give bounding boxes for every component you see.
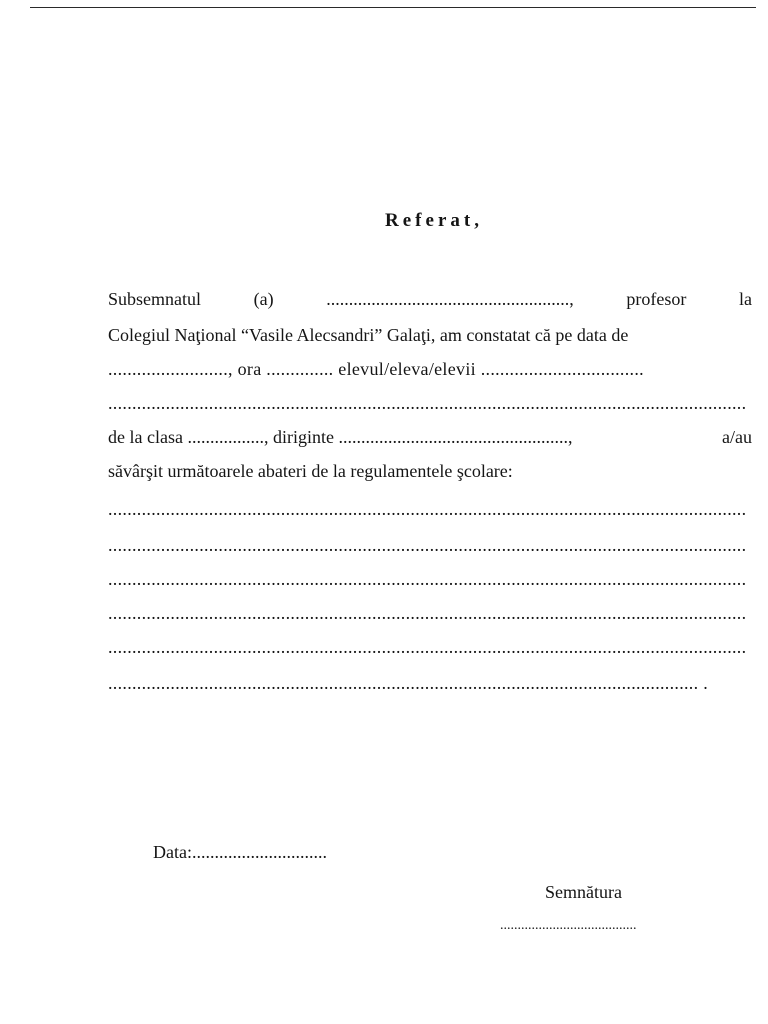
text-line-3: ........................., ora .............. elevul/eleva/elevii .................................. [108, 359, 644, 379]
fill-line-4: ..................................................................................................................................... [108, 603, 747, 623]
fill-line-2: ..................................................................................................................................... [108, 535, 747, 555]
text-line-4: ..................................................................................................................................... [108, 393, 747, 413]
fill-line-1: ..................................................................................................................................... [108, 499, 747, 519]
subsemnatul-word: Subsemnatul [108, 289, 201, 309]
a-au-word: a/au [722, 427, 752, 447]
signature-line: ....................................... [500, 918, 637, 933]
text-line-1 [108, 288, 752, 310]
document-title: Referat, [385, 210, 483, 231]
class-and-diriginte-text: de la clasa ................., diriginte ..................................................., [108, 427, 573, 447]
fill-line-3: ..................................................................................................................................... [108, 569, 747, 589]
text-line-5 [108, 426, 752, 448]
date-field: Data:.............................. [153, 842, 327, 862]
profesor-word: profesor [626, 289, 687, 309]
fill-line-6: ........................................................................................................................... . [108, 673, 708, 693]
la-word: la [738, 289, 752, 309]
text-line-6: săvârşit următoarele abateri de la regulamentele şcolare: [108, 461, 513, 481]
text-line-2: Colegiul Naţional “Vasile Alecsandri” Galaţi, am constatat că pe data de [108, 325, 629, 345]
fill-line-5: ..................................................................................................................................... [108, 637, 747, 657]
gender-marker: (a) [253, 289, 274, 309]
top-border-line [30, 7, 756, 8]
name-fill-dots: ......................................................, [326, 289, 574, 309]
signature-label: Semnătura [545, 882, 622, 902]
